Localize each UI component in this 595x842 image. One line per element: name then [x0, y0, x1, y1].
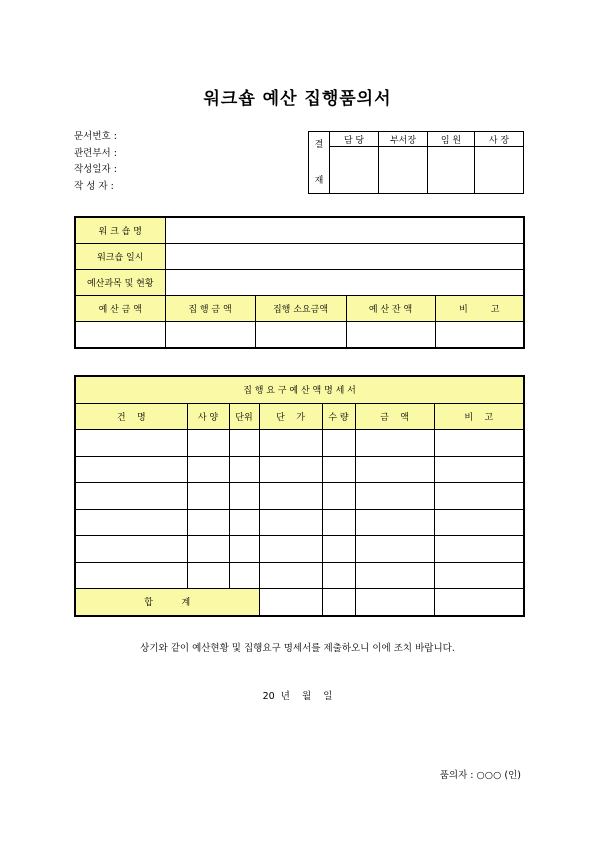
detail-header-unit: 단위 [229, 403, 259, 430]
budget-amount-header: 예 산 금 액 [75, 296, 165, 322]
detail-cell[interactable] [322, 536, 355, 563]
detail-cell[interactable] [75, 509, 187, 536]
detail-cell[interactable] [75, 536, 187, 563]
approval-label-bottom: 재 [314, 175, 324, 186]
detail-cell[interactable] [434, 430, 524, 457]
related-dept-label: 관련부서 : [74, 147, 117, 159]
detail-cell[interactable] [355, 536, 434, 563]
workshop-info-table [74, 216, 525, 349]
remaining-budget-field[interactable] [346, 322, 435, 349]
page-title: 워크숍 예산 집행품의서 [203, 89, 392, 109]
detail-cell[interactable] [355, 456, 434, 483]
author-label: 작 성 자 : [74, 180, 114, 192]
detail-cell[interactable] [75, 456, 187, 483]
budget-detail-table [74, 375, 525, 617]
total-quantity-field[interactable] [322, 589, 355, 616]
required-amount-header: 집행 소요금액 [255, 296, 346, 322]
submission-note: 상기와 같이 예산현황 및 집행요구 명세서를 제출하오니 이에 조치 바랍니다. [140, 643, 455, 654]
detail-cell[interactable] [75, 562, 187, 589]
detail-cell[interactable] [259, 456, 322, 483]
detail-cell[interactable] [259, 562, 322, 589]
workshop-name-field[interactable] [165, 217, 524, 244]
detail-cell[interactable] [434, 562, 524, 589]
detail-cell[interactable] [355, 483, 434, 510]
approval-sign-executive[interactable] [428, 147, 475, 194]
detail-cell[interactable] [229, 562, 259, 589]
total-label: 합 계 [75, 589, 259, 616]
executed-amount-field[interactable] [165, 322, 255, 349]
detail-cell[interactable] [355, 509, 434, 536]
required-amount-field[interactable] [255, 322, 346, 349]
detail-cell[interactable] [187, 483, 229, 510]
detail-cell[interactable] [259, 509, 322, 536]
detail-cell[interactable] [229, 483, 259, 510]
approval-label-cell [309, 132, 330, 194]
remarks-field[interactable] [435, 322, 524, 349]
detail-cell[interactable] [322, 562, 355, 589]
detail-cell[interactable] [187, 430, 229, 457]
detail-cell[interactable] [259, 536, 322, 563]
total-remarks-field[interactable] [434, 589, 524, 616]
budget-item-field[interactable] [165, 270, 524, 296]
workshop-name-label: 워 크 숍 명 [75, 217, 165, 244]
approval-sign-dept-head[interactable] [379, 147, 428, 194]
detail-row [75, 562, 524, 589]
detail-row [75, 430, 524, 457]
approval-role-staff: 담 당 [330, 132, 379, 147]
total-row [75, 589, 524, 616]
detail-cell[interactable] [434, 456, 524, 483]
approval-role-president: 사 장 [475, 132, 524, 147]
approval-sign-staff[interactable] [330, 147, 379, 194]
doc-number-label: 문서번호 : [74, 131, 117, 142]
approval-role-executive: 임 원 [428, 132, 475, 147]
created-date-label: 작성일자 : [74, 164, 117, 175]
budget-amount-field[interactable] [75, 322, 165, 349]
detail-cell[interactable] [187, 536, 229, 563]
total-amount-field[interactable] [355, 589, 434, 616]
executed-amount-header: 집 행 금 액 [165, 296, 255, 322]
detail-cell[interactable] [322, 456, 355, 483]
detail-header-amount: 금 액 [355, 403, 434, 430]
detail-cell[interactable] [75, 430, 187, 457]
detail-row [75, 483, 524, 510]
detail-header-remarks: 비 고 [434, 403, 524, 430]
remaining-budget-header: 예 산 잔 액 [346, 296, 435, 322]
detail-header-item: 건 명 [75, 403, 187, 430]
approval-sign-president[interactable] [475, 147, 524, 194]
approval-table [308, 131, 524, 194]
detail-cell[interactable] [229, 509, 259, 536]
detail-cell[interactable] [322, 430, 355, 457]
detail-cell[interactable] [259, 483, 322, 510]
requester-signature: 품의자 : ○○○ (인) [439, 770, 521, 781]
detail-title: 집 행 요 구 예 산 액 명 세 서 [75, 376, 524, 403]
detail-cell[interactable] [434, 536, 524, 563]
detail-cell[interactable] [322, 483, 355, 510]
detail-row [75, 456, 524, 483]
detail-cell[interactable] [75, 483, 187, 510]
detail-cell[interactable] [434, 509, 524, 536]
workshop-date-field[interactable] [165, 244, 524, 270]
budget-item-label: 예산과목 및 현황 [75, 270, 165, 296]
detail-cell[interactable] [355, 430, 434, 457]
detail-cell[interactable] [434, 483, 524, 510]
detail-header-quantity: 수 량 [322, 403, 355, 430]
detail-row [75, 509, 524, 536]
approval-label-top: 결 [314, 139, 324, 150]
detail-cell[interactable] [187, 562, 229, 589]
detail-cell[interactable] [229, 456, 259, 483]
detail-cell[interactable] [229, 430, 259, 457]
detail-cell[interactable] [187, 456, 229, 483]
detail-cell[interactable] [259, 430, 322, 457]
workshop-date-label: 워크숍 일시 [75, 244, 165, 270]
document-meta [74, 129, 117, 195]
detail-row [75, 536, 524, 563]
detail-header-spec: 사 양 [187, 403, 229, 430]
approval-role-dept-head: 부서장 [379, 132, 428, 147]
remarks-header: 비 고 [435, 296, 524, 322]
total-unit-price-field[interactable] [259, 589, 322, 616]
date-line: 20 년 월 일 [262, 691, 333, 702]
detail-cell[interactable] [322, 509, 355, 536]
detail-cell[interactable] [355, 562, 434, 589]
detail-cell[interactable] [187, 509, 229, 536]
detail-header-unit-price: 단 가 [259, 403, 322, 430]
detail-cell[interactable] [229, 536, 259, 563]
